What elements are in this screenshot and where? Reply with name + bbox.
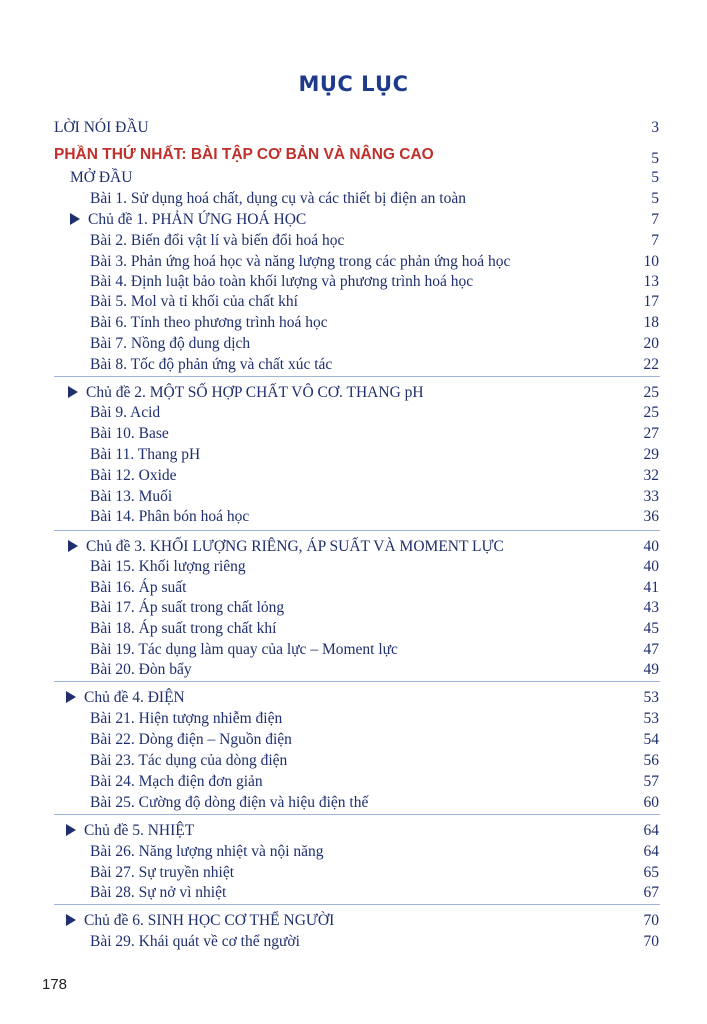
toc-page-number: 70 <box>643 933 659 950</box>
toc-entry[interactable] <box>0 189 707 209</box>
toc-entry-text: Chủ đề 6. SINH HỌC CƠ THỂ NGƯỜI <box>84 912 335 929</box>
toc-entry[interactable] <box>0 793 707 813</box>
toc-topic-entry[interactable] <box>0 210 707 230</box>
toc-entry-label <box>90 313 328 333</box>
toc-topic-entry[interactable] <box>0 537 707 557</box>
toc-entry-text: Bài 14. Phân bón hoá học <box>90 508 250 525</box>
toc-entry[interactable] <box>0 730 707 750</box>
toc-entry-label <box>90 842 324 862</box>
toc-topic-entry[interactable] <box>0 911 707 931</box>
toc-entry-label <box>90 772 263 792</box>
toc-entry-text: Chủ đề 1. PHẢN ỨNG HOÁ HỌC <box>88 211 307 228</box>
triangle-bullet-icon <box>66 691 76 703</box>
toc-entry[interactable] <box>0 118 707 138</box>
toc-entry-label <box>90 355 332 375</box>
toc-entry-label <box>54 145 434 165</box>
toc-entry-text: Bài 22. Dòng điện – Nguồn điện <box>90 731 292 748</box>
toc-entry-text: Bài 28. Sự nở vì nhiệt <box>90 884 227 901</box>
toc-entry-text: Bài 6. Tính theo phương trình hoá học <box>90 314 328 331</box>
toc-entry-text: Bài 15. Khối lượng riêng <box>90 558 246 575</box>
toc-entry-text: Bài 20. Đòn bẩy <box>90 661 192 678</box>
toc-entry-text: Bài 29. Khái quát về cơ thể người <box>90 933 300 950</box>
toc-entry-text: Bài 8. Tốc độ phản ứng và chất xúc tác <box>90 356 333 373</box>
toc-page-number: 64 <box>643 822 659 839</box>
section-divider <box>54 904 660 905</box>
toc-entry-text: Bài 27. Sự truyền nhiệt <box>90 864 235 881</box>
toc-page-number: 45 <box>643 620 659 637</box>
toc-page-number: 41 <box>643 579 659 596</box>
toc-page-number: 70 <box>643 912 659 929</box>
toc-entry[interactable] <box>0 168 707 188</box>
toc-page-number: 56 <box>643 752 659 769</box>
triangle-bullet-icon <box>66 824 76 836</box>
toc-entry[interactable] <box>0 292 707 312</box>
toc-page-number: 25 <box>643 384 659 401</box>
toc-entry-text: Bài 7. Nồng độ dung dịch <box>90 335 251 352</box>
toc-page-number: 5 <box>651 190 659 207</box>
section-divider <box>54 681 660 682</box>
toc-entry-label <box>90 640 398 660</box>
toc-entry-label <box>90 445 200 465</box>
toc-page-number: 65 <box>643 864 659 881</box>
toc-entry-text: PHẦN THỨ NHẤT: BÀI TẬP CƠ BẢN VÀ NÂNG CAO <box>54 146 434 163</box>
toc-page-number: 43 <box>643 599 659 616</box>
toc-entry[interactable] <box>0 252 707 272</box>
toc-entry-label <box>90 883 226 903</box>
toc-entry-label <box>66 821 194 841</box>
page-number: 178 <box>42 976 68 993</box>
toc-entry-label <box>90 793 368 813</box>
toc-page-number: 57 <box>643 773 659 790</box>
toc-entry-label <box>66 688 185 708</box>
toc-entry-text: Bài 4. Định luật bảo toàn khối lượng và phương trình hoá học <box>90 273 474 290</box>
toc-entry[interactable] <box>0 640 707 660</box>
triangle-bullet-icon <box>68 386 78 398</box>
toc-entry-label <box>90 189 466 209</box>
toc-page-number: 54 <box>643 731 659 748</box>
toc-entry[interactable] <box>0 507 707 527</box>
toc-entry[interactable] <box>0 619 707 639</box>
toc-entry-label <box>90 507 249 527</box>
toc-entry-text: Bài 10. Base <box>90 425 169 442</box>
toc-page-number: 5 <box>651 150 659 167</box>
toc-page-number: 36 <box>643 508 659 525</box>
toc-topic-entry[interactable] <box>0 688 707 708</box>
toc-entry-label <box>90 292 298 312</box>
toc-entry[interactable] <box>0 932 707 952</box>
toc-entry[interactable] <box>0 709 707 729</box>
toc-entry-text: Bài 21. Hiện tượng nhiễm điện <box>90 710 283 727</box>
toc-entry[interactable] <box>0 578 707 598</box>
toc-entry-text: Bài 2. Biến đổi vật lí và biến đổi hoá học <box>90 232 345 249</box>
toc-entry[interactable] <box>0 842 707 862</box>
toc-entry-label <box>90 730 292 750</box>
toc-entry-label <box>90 403 160 423</box>
toc-page-number: 33 <box>643 488 659 505</box>
toc-page-number: 5 <box>651 169 659 186</box>
toc-entry-text: Bài 23. Tác dụng của dòng điện <box>90 752 288 769</box>
section-divider <box>54 376 660 377</box>
toc-entry-label <box>90 932 300 952</box>
toc-entry-text: LỜI NÓI ĐẦU <box>54 119 149 136</box>
triangle-bullet-icon <box>66 914 76 926</box>
toc-page-number: 10 <box>643 253 659 270</box>
toc-entry-label <box>70 210 306 230</box>
toc-entry-text: Bài 16. Áp suất <box>90 579 187 596</box>
toc-page-number: 3 <box>651 119 659 136</box>
toc-entry-label <box>90 863 234 883</box>
toc-page-number: 18 <box>643 314 659 331</box>
toc-entry-label <box>90 466 177 486</box>
toc-page-number: 17 <box>643 293 659 310</box>
toc-page-number: 53 <box>643 689 659 706</box>
toc-entry-text: Bài 11. Thang pH <box>90 446 201 463</box>
toc-entry-text: Bài 26. Năng lượng nhiệt và nội năng <box>90 843 324 860</box>
toc-entry-label <box>90 751 287 771</box>
toc-page-number: 25 <box>643 404 659 421</box>
toc-page-number: 47 <box>643 641 659 658</box>
toc-entry[interactable] <box>0 660 707 680</box>
toc-page-number: 27 <box>643 425 659 442</box>
toc-entry-text: Chủ đề 3. KHỐI LƯỢNG RIÊNG, ÁP SUẤT VÀ MOMENT LỰC <box>86 538 504 555</box>
toc-entry[interactable] <box>0 598 707 618</box>
toc-entry-label <box>90 252 510 272</box>
toc-entry-label <box>90 557 246 577</box>
toc-page-number: 22 <box>643 356 659 373</box>
toc-entry-label <box>70 168 132 188</box>
toc-entry-label <box>90 660 192 680</box>
toc-entry-text: Bài 5. Mol và tỉ khối của chất khí <box>90 293 298 310</box>
toc-entry-text: Bài 9. Acid <box>90 404 161 421</box>
toc-entry[interactable] <box>0 466 707 486</box>
toc-entry-label <box>90 334 250 354</box>
section-divider <box>54 530 660 531</box>
toc-entry-text: Bài 12. Oxide <box>90 467 177 484</box>
toc-page-number: 53 <box>643 710 659 727</box>
toc-entry-text: Bài 24. Mạch điện đơn giản <box>90 773 263 790</box>
page-title: MỤC LỤC <box>298 72 409 96</box>
toc-topic-entry[interactable] <box>0 821 707 841</box>
triangle-bullet-icon <box>68 540 78 552</box>
toc-page-number: 20 <box>643 335 659 352</box>
toc-page-number: 7 <box>651 232 659 249</box>
toc-topic-entry[interactable] <box>0 383 707 403</box>
toc-page-number: 40 <box>643 558 659 575</box>
toc-entry-text: Bài 13. Muối <box>90 488 173 505</box>
toc-entry[interactable] <box>0 557 707 577</box>
toc-entry-label <box>90 231 344 251</box>
toc-entry-text: Chủ đề 2. MỘT SỐ HỢP CHẤT VÔ CƠ. THANG pH <box>86 384 424 401</box>
toc-entry[interactable] <box>0 313 707 333</box>
triangle-bullet-icon <box>70 213 80 225</box>
toc-entry-label <box>90 619 276 639</box>
toc-entry[interactable] <box>0 355 707 375</box>
toc-page-number: 32 <box>643 467 659 484</box>
toc-entry[interactable] <box>0 863 707 883</box>
toc-entry-label <box>68 383 424 403</box>
toc-page-number: 40 <box>643 538 659 555</box>
toc-page-number: 67 <box>643 884 659 901</box>
toc-page-number: 13 <box>643 273 659 290</box>
toc-entry-text: Bài 18. Áp suất trong chất khí <box>90 620 277 637</box>
toc-entry-label <box>90 598 284 618</box>
toc-entry[interactable] <box>0 272 707 292</box>
toc-entry-text: Bài 1. Sử dụng hoá chất, dụng cụ và các thiết bị điện an toàn <box>90 190 466 207</box>
toc-entry[interactable] <box>0 334 707 354</box>
section-divider <box>54 814 660 815</box>
toc-page-number: 29 <box>643 446 659 463</box>
toc-entry[interactable] <box>0 751 707 771</box>
toc-entry[interactable] <box>0 772 707 792</box>
toc-entry-text: Bài 17. Áp suất trong chất lỏng <box>90 599 285 616</box>
toc-entry-text: Chủ đề 4. ĐIỆN <box>84 689 185 706</box>
toc-entry-text: Chủ đề 5. NHIỆT <box>84 822 195 839</box>
toc-entry-label <box>68 537 504 557</box>
toc-part-heading[interactable] <box>0 145 707 165</box>
toc-page-number: 7 <box>651 211 659 228</box>
toc-entry[interactable] <box>0 424 707 444</box>
toc-entry-text: Bài 19. Tác dụng làm quay của lực – Moment lực <box>90 641 398 658</box>
toc-entry-text: Bài 3. Phản ứng hoá học và năng lượng trong các phản ứng hoá học <box>90 253 511 270</box>
toc-entry-label <box>90 272 473 292</box>
toc-entry[interactable] <box>0 403 707 423</box>
toc-entry-label <box>90 487 172 507</box>
toc-entry[interactable] <box>0 487 707 507</box>
toc-entry[interactable] <box>0 883 707 903</box>
toc-page-number: 49 <box>643 661 659 678</box>
toc-entry-label <box>90 709 282 729</box>
toc-page-number: 60 <box>643 794 659 811</box>
toc-entry-text: MỞ ĐẦU <box>70 169 133 186</box>
toc-page-number: 64 <box>643 843 659 860</box>
toc-entry[interactable] <box>0 231 707 251</box>
toc-entry-label <box>54 118 149 138</box>
toc-entry-label <box>66 911 334 931</box>
toc-entry-label <box>90 424 169 444</box>
toc-entry-label <box>90 578 186 598</box>
toc-entry[interactable] <box>0 445 707 465</box>
toc-entry-text: Bài 25. Cường độ dòng điện và hiệu điện thế <box>90 794 369 811</box>
